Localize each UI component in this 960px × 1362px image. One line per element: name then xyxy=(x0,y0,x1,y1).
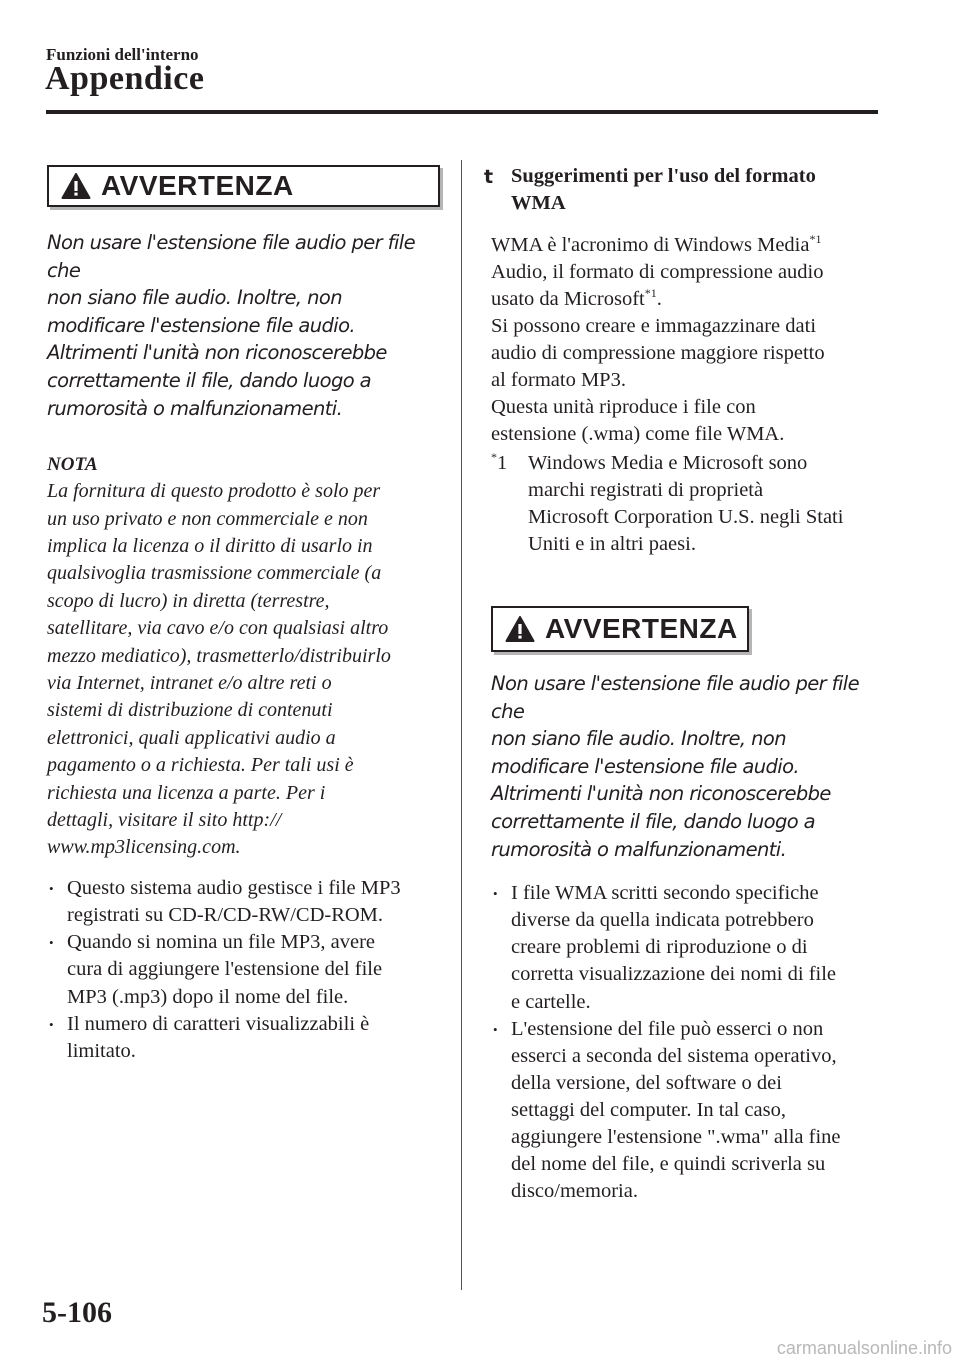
nota-line: dettagli, visitare il sito http:// xyxy=(47,809,282,832)
nota-line: qualsivoglia trasmissione commerciale (a xyxy=(47,562,382,585)
warning-line: Non usare l'estensione file audio per file che xyxy=(47,231,415,282)
section-heading-line: WMA xyxy=(511,192,566,214)
nota-line: scopo di lucro) in diretta (terrestre, xyxy=(47,589,330,612)
intro-line: usato da Microsoft$^{*1}$. xyxy=(491,286,662,310)
intro-line: WMA è l'acronimo di Windows Media$^{*1}$ xyxy=(491,232,822,256)
footnote-line: Microsoft Corporation U.S. negli Stati xyxy=(528,506,844,528)
warning-line: correttamente il file, dando luogo a xyxy=(47,368,372,392)
list-item-line: diverse da quella indicata potrebbero xyxy=(511,909,814,932)
list-item xyxy=(47,875,442,929)
list-item-line: della versione, del software o dei xyxy=(511,1071,782,1094)
nota-line: sistemi di distribuzione di contenuti xyxy=(47,699,333,722)
warning-box xyxy=(47,165,440,207)
intro-line: al formato MP3. xyxy=(491,369,626,391)
warning-line: Altrimenti l'unità non riconoscerebbe xyxy=(491,782,831,806)
warning-text xyxy=(491,670,883,863)
section-label: Funzioni dell'interno xyxy=(46,45,199,64)
intro-line: Si possono creare e immagazzinare dati xyxy=(491,315,817,337)
warning-line: Non usare l'estensione file audio per file che xyxy=(491,672,859,723)
intro-line: Questa unità riproduce i file con xyxy=(491,396,756,418)
list-item-line: • Questo sistema audio gestisce i file MP3 xyxy=(67,876,401,899)
nota-heading: NOTA xyxy=(47,454,98,476)
left-column xyxy=(47,165,442,1065)
left-bullet-list xyxy=(47,875,442,1065)
nota-line: www.mp3licensing.com. xyxy=(47,836,241,859)
warning-line: modificare l'estensione file audio. xyxy=(47,313,356,337)
warning-title: AVVERTENZA xyxy=(101,170,294,201)
intro-line: audio di compressione maggiore rispetto xyxy=(491,342,825,364)
list-item-line: creare problemi di riproduzione o di xyxy=(511,936,808,959)
list-item-line: MP3 (.mp3) dopo il nome del file. xyxy=(67,985,349,1008)
nota-block xyxy=(47,452,442,862)
list-item-line: registrati su CD-R/CD-RW/CD-ROM. xyxy=(67,904,384,927)
list-item xyxy=(47,1011,442,1065)
column-divider xyxy=(461,160,462,1290)
watermark[interactable]: carmanualsonline.info xyxy=(776,1338,952,1358)
section-marker: t xyxy=(484,166,494,188)
list-item-line: e cartelle. xyxy=(511,990,591,1013)
warning-line: rumorosità o malfunzionamenti. xyxy=(47,396,343,420)
nota-line: elettronici, quali applicativi audio a xyxy=(47,726,336,749)
footnote-line: Uniti e in altri paesi. xyxy=(528,533,696,555)
intro-paragraph xyxy=(491,232,881,448)
page-number: 5-106 xyxy=(42,1296,112,1329)
footnote xyxy=(491,450,881,558)
right-bullet-list xyxy=(491,880,881,1205)
warning-triangle-icon xyxy=(61,172,91,200)
list-item-line: • I file WMA scritti secondo specifiche xyxy=(511,882,819,905)
warning-line: rumorosità o malfunzionamenti. xyxy=(491,837,787,861)
intro-line: Audio, il formato di compressione audio xyxy=(491,261,824,283)
list-item xyxy=(47,929,442,1011)
warning-line: non siano file audio. Inoltre, non xyxy=(47,286,342,310)
warning-title: AVVERTENZA xyxy=(545,613,738,644)
warning-line: Altrimenti l'unità non riconoscerebbe xyxy=(47,341,387,365)
list-item-line: cura di aggiungere l'estensione del file xyxy=(67,958,383,981)
warning-line: modificare l'estensione file audio. xyxy=(491,754,800,778)
footnote-line: marchi registrati di proprietà xyxy=(528,479,764,501)
list-item-line: disco/memoria. xyxy=(511,1180,638,1203)
nota-line: implica la licenza o il diritto di usarlo in xyxy=(47,534,373,557)
page-title: Appendice xyxy=(45,60,205,97)
warning-text xyxy=(47,229,442,422)
list-item-line: del nome del file, e quindi scriverla su xyxy=(511,1153,826,1176)
nota-line: via Internet, intranet e/o altre reti o xyxy=(47,672,332,694)
warning-box xyxy=(491,606,749,652)
intro-line: estensione (.wma) come file WMA. xyxy=(491,423,785,445)
section-heading-line: Suggerimenti per l'uso del formato xyxy=(511,165,816,187)
right-column xyxy=(484,163,881,1205)
section-heading xyxy=(484,163,881,217)
nota-line: satellitare, via cavo e/o con qualsiasi altro xyxy=(47,617,389,640)
list-item-line: • Quando si nomina un file MP3, avere xyxy=(67,931,376,954)
title-rule xyxy=(46,110,878,114)
warning-triangle-icon xyxy=(505,615,535,643)
list-item-line: limitato. xyxy=(67,1040,136,1063)
footnote-line: Windows Media e Microsoft sono xyxy=(528,452,808,474)
list-item xyxy=(491,1016,881,1206)
list-item-line: • L'estensione del file può esserci o non xyxy=(511,1017,824,1040)
list-item-line: corretta visualizzazione dei nomi di file xyxy=(511,963,837,986)
list-item-line: settaggi del computer. In tal caso, xyxy=(511,1098,786,1121)
list-item-line: • Il numero di caratteri visualizzabili è xyxy=(67,1012,370,1035)
warning-line: non siano file audio. Inoltre, non xyxy=(491,727,786,751)
nota-line: mezzo mediatico), trasmetterlo/distribuirlo xyxy=(47,644,391,667)
list-item xyxy=(491,880,881,1015)
nota-line: richiesta una licenza a parte. Per i xyxy=(47,781,326,804)
list-item-line: esserci a seconda del sistema operativo, xyxy=(511,1044,837,1067)
nota-line: La fornitura di questo prodotto è solo per xyxy=(47,480,381,503)
nota-line: un uso privato e non commerciale e non xyxy=(47,507,368,530)
warning-line: correttamente il file, dando luogo a xyxy=(491,809,816,833)
list-item-line: aggiungere l'estensione ".wma" alla fine xyxy=(511,1126,841,1148)
nota-line: pagamento o a richiesta. Per tali usi è xyxy=(47,754,354,777)
footnote-mark: *1 xyxy=(491,450,508,474)
